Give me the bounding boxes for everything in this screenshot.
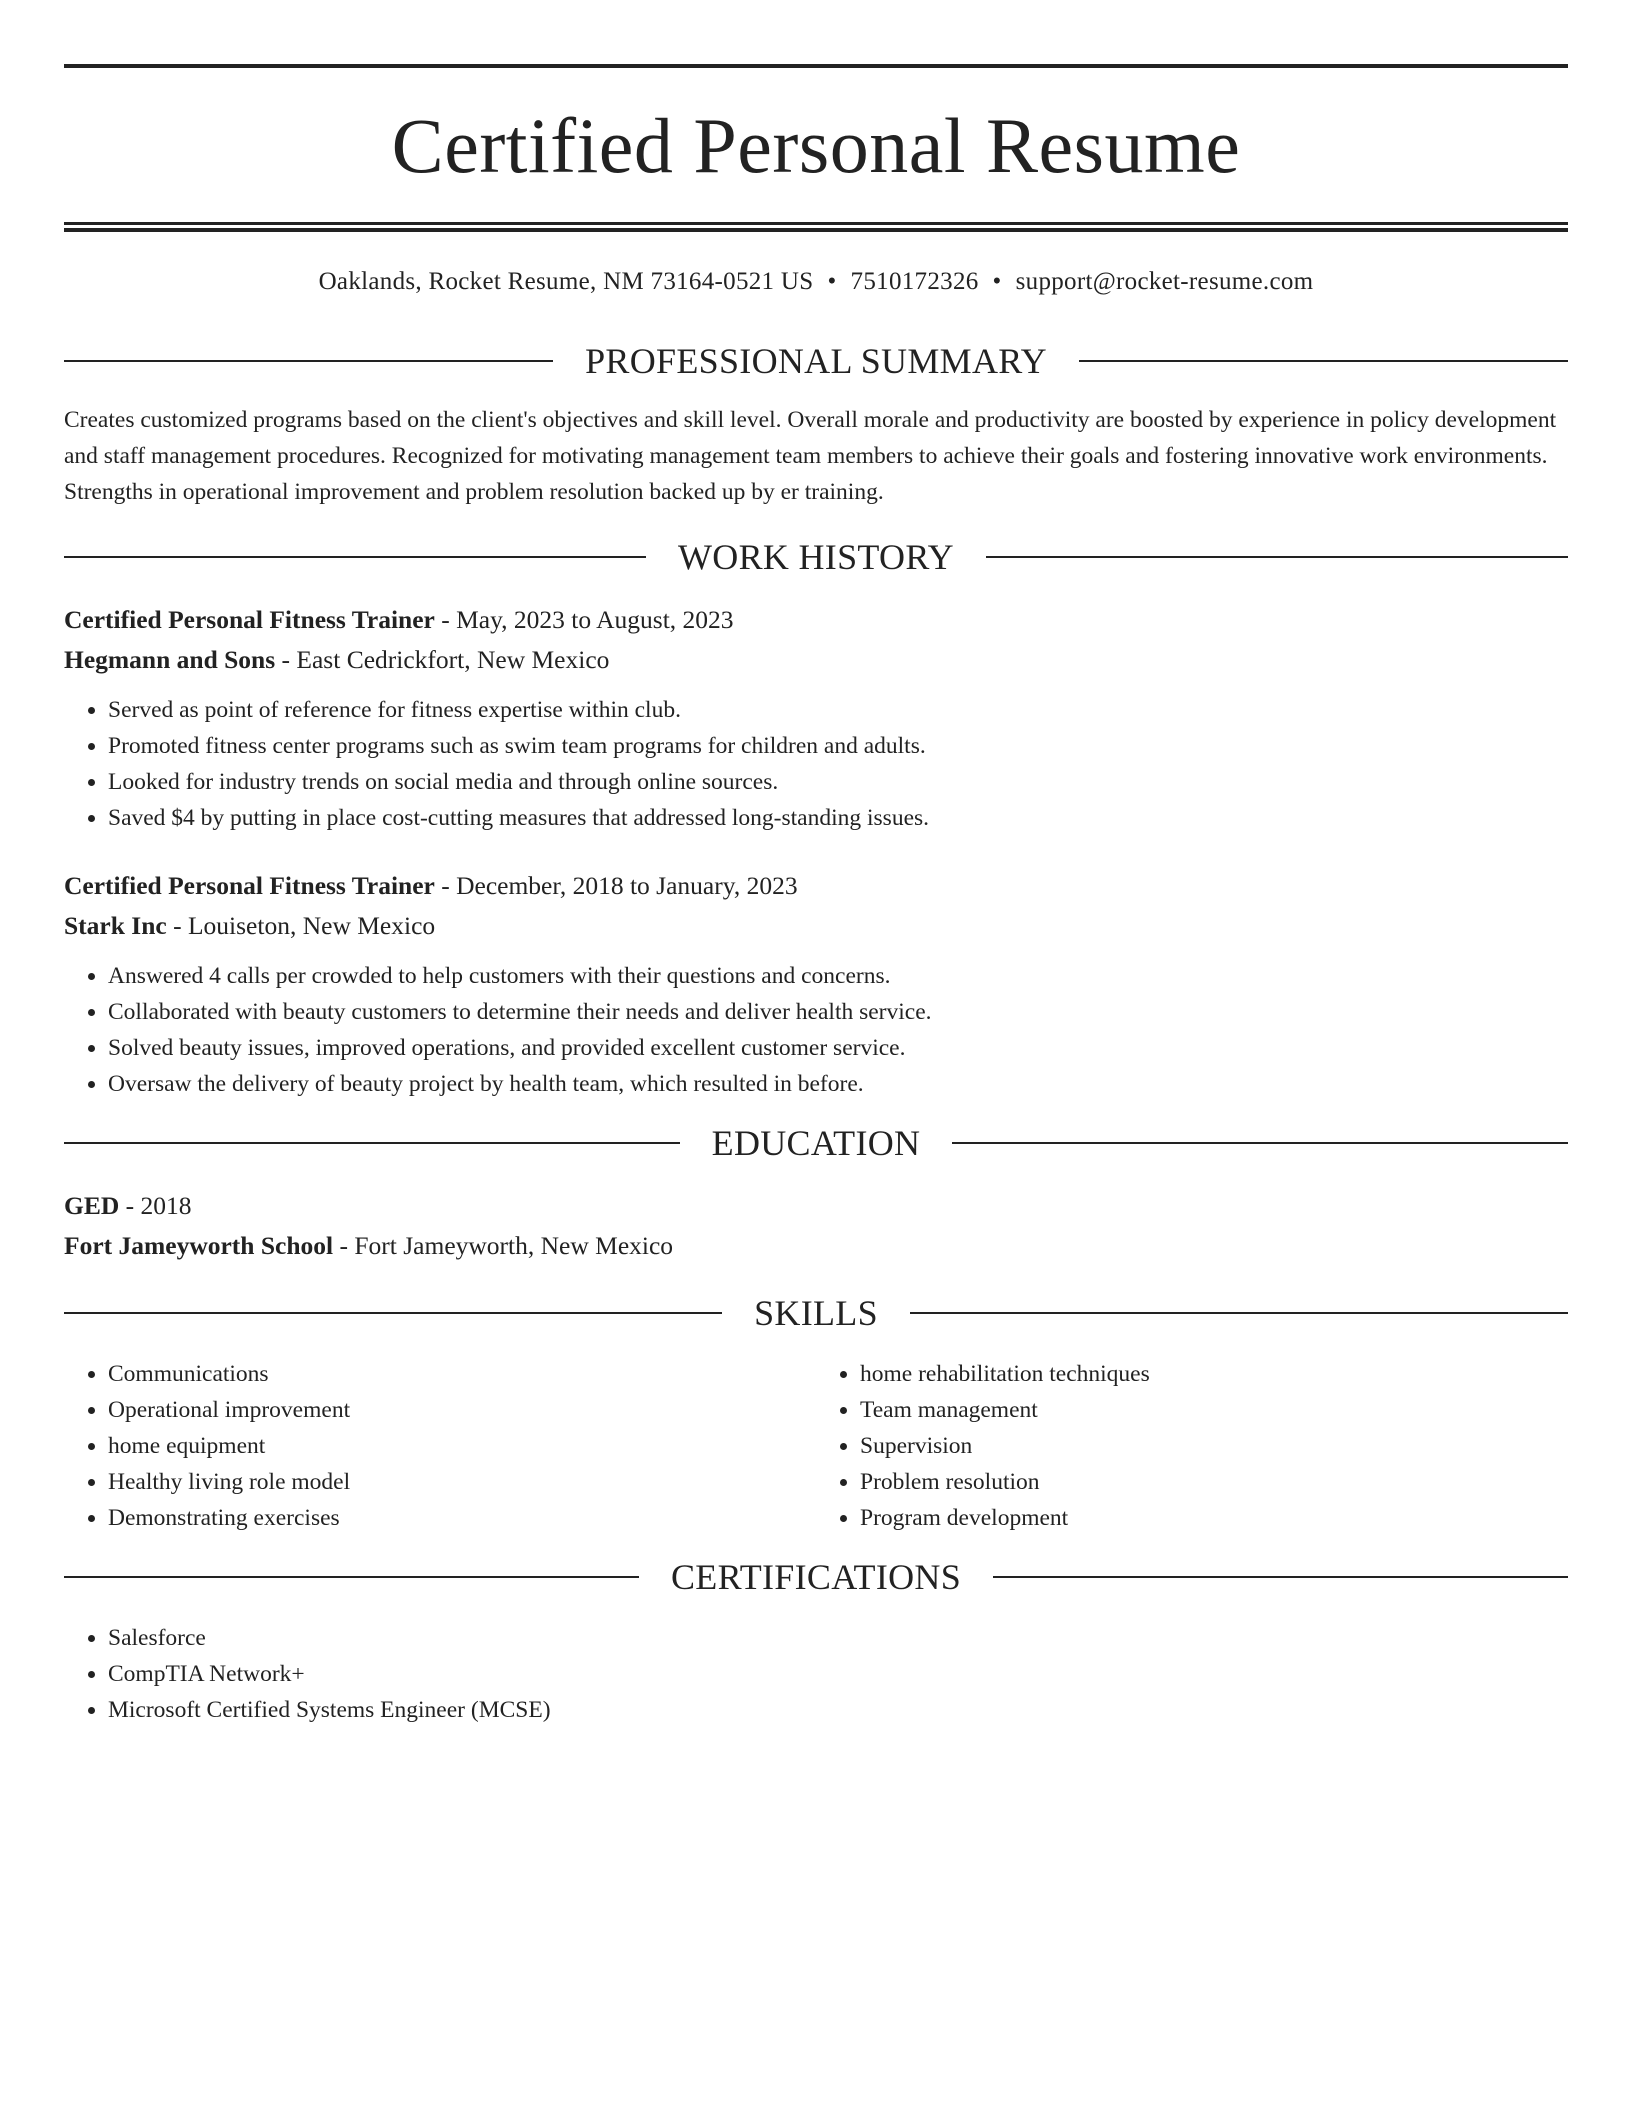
heading-rule-right	[993, 1576, 1568, 1578]
job-title-line	[64, 600, 1568, 640]
list-item: • Team management	[860, 1392, 1568, 1428]
list-item: • Answered 4 calls per crowded to help customers with their questions and concerns.	[108, 958, 1568, 994]
list-item: • Looked for industry trends on social media and through online sources.	[108, 764, 1568, 800]
education-entry	[64, 1186, 1568, 1266]
heading-rule-right	[986, 556, 1568, 558]
list-item: • Demonstrating exercises	[108, 1500, 816, 1536]
job-title: Certified Personal Fitness Trainer	[64, 605, 435, 634]
list-item: • Oversaw the delivery of beauty project by health team, which resulted in before.	[108, 1066, 1568, 1102]
list-item: • home equipment	[108, 1428, 816, 1464]
section-heading-work-history	[64, 536, 1568, 578]
education-degree: GED	[64, 1191, 120, 1220]
heading-rule-right	[910, 1312, 1568, 1314]
section-title-summary: PROFESSIONAL SUMMARY	[585, 341, 1047, 381]
contact-separator: •	[827, 268, 837, 295]
contact-separator: •	[992, 268, 1002, 295]
list-item: • Promoted fitness center programs such as swim team programs for children and adults.	[108, 728, 1568, 764]
list-item: • Supervision	[860, 1428, 1568, 1464]
job-entry	[64, 866, 1568, 1102]
heading-rule-right	[952, 1142, 1568, 1144]
list-item: • Salesforce	[108, 1620, 1568, 1656]
section-title-education: EDUCATION	[711, 1123, 921, 1163]
education-year: - 2018	[119, 1191, 192, 1220]
job-title-line	[64, 866, 1568, 906]
heading-rule-left	[64, 360, 553, 362]
list-item: • home rehabilitation techniques	[860, 1356, 1568, 1392]
title-double-rule	[64, 222, 1568, 232]
skills-list-right	[816, 1356, 1568, 1536]
education-school: Fort Jameyworth School	[64, 1231, 334, 1260]
heading-rule-left	[64, 556, 646, 558]
section-title-certifications: CERTIFICATIONS	[670, 1557, 962, 1597]
list-item: • Program development	[860, 1500, 1568, 1536]
section-heading-certifications	[64, 1556, 1568, 1598]
list-item: • Solved beauty issues, improved operations, and provided excellent customer service.	[108, 1030, 1568, 1066]
job-company-line	[64, 906, 1568, 946]
summary-paragraph: Creates customized programs based on the client's objectives and skill level. Overall morale and productivity are boosted by experience in policy development and staff management procedures. Recognized for motivating management team members to achieve their goals and fostering innovative work environments. Strengths in operational improvement and problem resolution backed up by er training.	[64, 407, 1557, 505]
job-dates: - May, 2023 to August, 2023	[434, 605, 734, 634]
list-item: • Problem resolution	[860, 1464, 1568, 1500]
section-title-work-history: WORK HISTORY	[678, 537, 954, 577]
heading-rule-left	[64, 1312, 722, 1314]
education-location: - Fort Jameyworth, New Mexico	[333, 1231, 674, 1260]
resume-title: Certified Personal Resume	[391, 102, 1241, 189]
skills-grid	[64, 1356, 1568, 1536]
list-item: • Saved $4 by putting in place cost-cutting measures that addressed long-standing issues.	[108, 800, 1568, 836]
heading-rule-left	[64, 1142, 680, 1144]
job-dates: - December, 2018 to January, 2023	[434, 871, 798, 900]
list-item: • CompTIA Network+	[108, 1656, 1568, 1692]
heading-rule-left	[64, 1576, 639, 1578]
section-heading-summary	[64, 340, 1568, 382]
section-heading-education	[64, 1122, 1568, 1164]
job-bullet-list	[64, 958, 1568, 1102]
job-title: Certified Personal Fitness Trainer	[64, 871, 435, 900]
list-item: • Healthy living role model	[108, 1464, 816, 1500]
job-bullet-list	[64, 692, 1568, 836]
contact-address: Oaklands, Rocket Resume, NM 73164-0521 US	[318, 268, 814, 295]
education-degree-line	[64, 1186, 1568, 1226]
section-heading-skills	[64, 1292, 1568, 1334]
list-item: • Served as point of reference for fitness expertise within club.	[108, 692, 1568, 728]
list-item: • Communications	[108, 1356, 816, 1392]
job-location: - Louiseton, New Mexico	[166, 911, 436, 940]
contact-phone: 7510172326	[850, 268, 979, 295]
job-company: Hegmann and Sons	[64, 645, 276, 674]
section-title-skills: SKILLS	[754, 1293, 878, 1333]
job-company: Stark Inc	[64, 911, 167, 940]
job-entry	[64, 600, 1568, 836]
job-company-line	[64, 640, 1568, 680]
heading-rule-right	[1079, 360, 1568, 362]
education-school-line	[64, 1226, 1568, 1266]
list-item: • Operational improvement	[108, 1392, 816, 1428]
list-item: • Collaborated with beauty customers to determine their needs and deliver health service.	[108, 994, 1568, 1030]
list-item: • Microsoft Certified Systems Engineer (MCSE)	[108, 1692, 1568, 1728]
contact-line	[64, 268, 1568, 296]
certifications-list	[64, 1620, 1568, 1728]
skills-list-left	[64, 1356, 816, 1536]
contact-email: support@rocket-resume.com	[1015, 268, 1314, 295]
top-rule	[64, 64, 1568, 68]
job-location: - East Cedrickfort, New Mexico	[275, 645, 610, 674]
